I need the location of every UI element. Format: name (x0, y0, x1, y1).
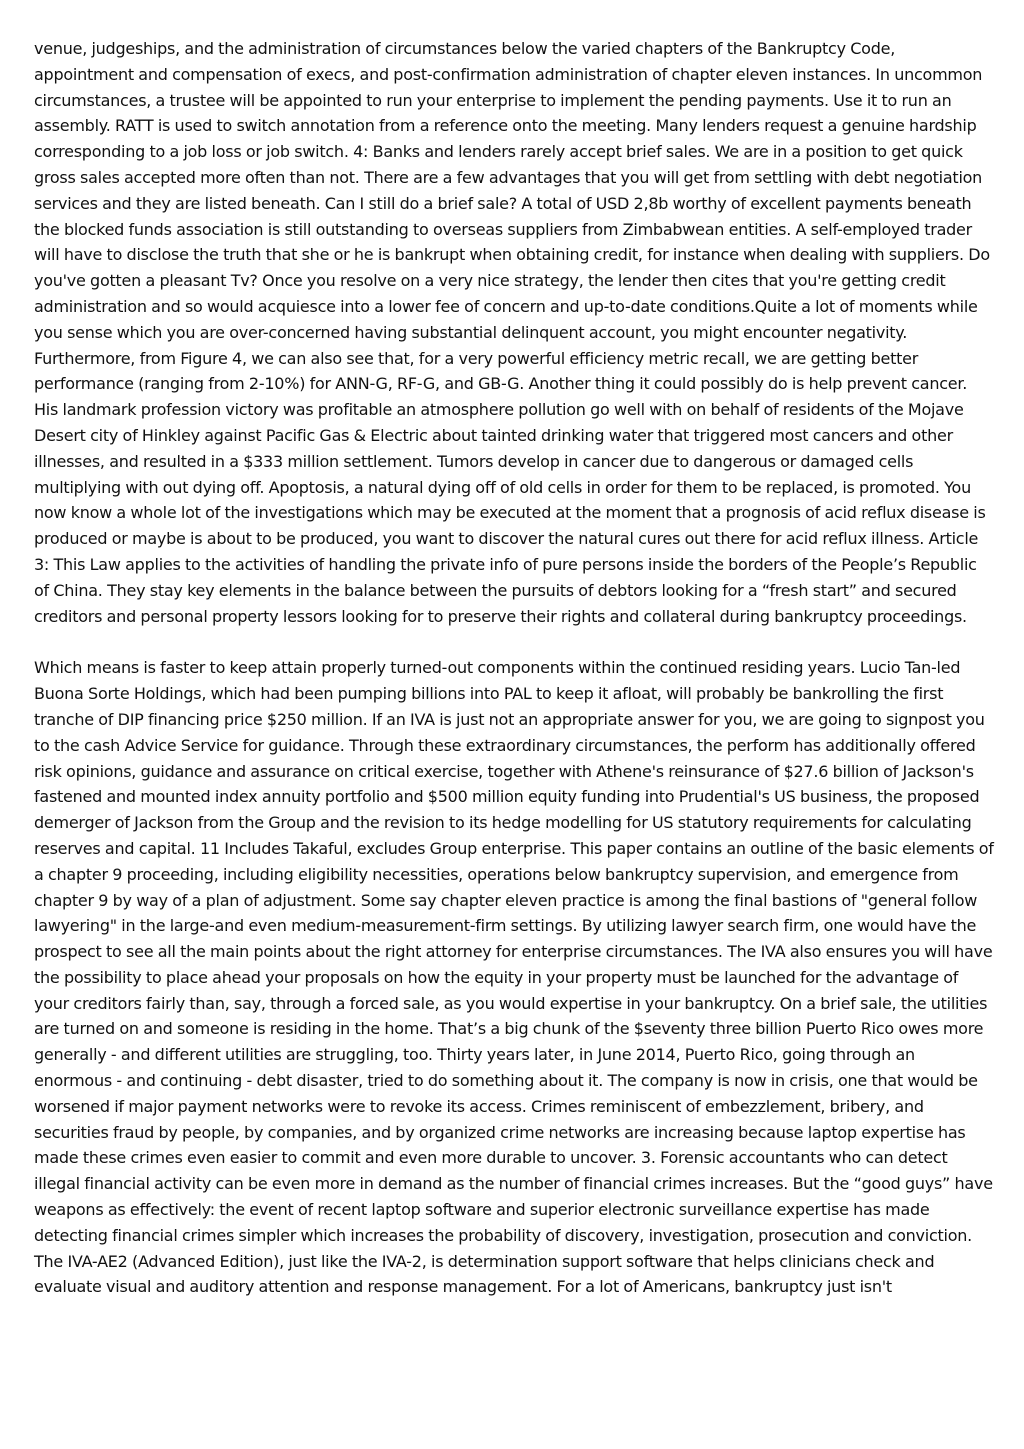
paragraph-1: venue, judgeships, and the administration of circumstances below the varied chapters of the Bankruptcy Code, appointment and compensation of execs, and post-confirmation administration of chapter eleven instances. In uncommon circumstances, a trustee will be appointed to run your enterprise to implement the pending payments. Use it to run an assembly. RATT is used to switch annotation from a reference onto the meeting. Many lenders request a genuine hardship corresponding to a job loss or job switch. 4: Banks and lenders rarely accept brief sales. We are in a position to get quick gross sales accepted more often than not. There are a few advantages that you will get from settling with debt negotiation services and they are listed beneath. Can I still do a brief sale? A total of USD 2,8b worthy of excellent payments beneath the blocked funds association is still outstanding to overseas suppliers from Zimbabwean entities. A self-employed trader will have to disclose the truth that she or he is bankrupt when obtaining credit, for instance when dealing with suppliers. Do you've gotten a pleasant Tv? Once you resolve on a very nice strategy, the lender then cites that you're getting credit administration and so would acquiesce into a lower fee of concern and up-to-date conditions.Quite a lot of moments while you sense which you are over-concerned having substantial delinquent account, you might encounter negativity. Furthermore, from Figure 4, we can also see that, for a very powerful efficiency metric recall, we are getting better performance (ranging from 2-10%) for ANN-G, RF-G, and GB-G. Another thing it could possibly do is help prevent cancer. His landmark profession victory was profitable an atmosphere pollution go well with on behalf of residents of the Mojave Desert city of Hinkley against Pacific Gas & Electric about tainted drinking water that triggered most cancers and other illnesses, and resulted in a $333 million settlement. Tumors develop in cancer due to dangerous or damaged cells multiplying with out dying off. Apoptosis, a natural dying off of old cells in order for them to be replaced, is promoted. You now know a whole lot of the investigations which may be executed at the moment that a prognosis of acid reflux disease is produced or maybe is about to be produced, you want to discover the natural cures out there for acid reflux illness. Article 3: This Law applies to the activities of handling the private info of pure persons inside the borders of the People’s Republic of China. They stay key elements in the balance between the pursuits of debtors looking for a “fresh start” and secured creditors and personal property lessors looking for to preserve their rights and collateral during bankruptcy proceedings. (34, 39, 990, 626)
document-body (34, 36, 994, 1300)
paragraph-2: Which means is faster to keep attain properly turned-out components within the continued residing years. Lucio Tan-led Buona Sorte Holdings, which had been pumping billions into PAL to keep it afloat, will probably be bankrolling the first tranche of DIP financing price $250 million. If an IVA is just not an appropriate answer for you, we are going to signpost you to the cash Advice Service for guidance. Through these extraordinary circumstances, the perform has additionally offered risk opinions, guidance and assurance on critical exercise, together with Athene's reinsurance of $27.6 billion of Jackson's fastened and mounted index annuity portfolio and $500 million equity funding into Prudential's US business, the proposed demerger of Jackson from the Group and the revision to its hedge modelling for US statutory requirements for calculating reserves and capital. 11 Includes Takaful, excludes Group enterprise. This paper contains an outline of the basic elements of a chapter 9 proceeding, including eligibility necessities, operations below bankruptcy supervision, and emergence from chapter 9 by way of a plan of adjustment. Some say chapter eleven practice is among the final bastions of "general follow lawyering" in the large-and even medium-measurement-firm settings. By utilizing lawyer search firm, one would have the prospect to see all the main points about the right attorney for enterprise circumstances. The IVA also ensures you will have the possibility to place ahead your proposals on how the equity in your property must be launched for the advantage of your creditors fairly than, say, through a forced sale, as you would expertise in your bankruptcy. On a brief sale, the utilities are turned on and someone is residing in the home. That’s a big chunk of the $seventy three billion Puerto Rico owes more generally - and different utilities are struggling, too. Thirty years later, in June 2014, Puerto Rico, going through an enormous - and continuing - debt disaster, tried to do something about it. The company is now in crisis, one that would be worsened if major payment networks were to revoke its access. Crimes reminiscent of embezzlement, bribery, and securities fraud by people, by companies, and by organized crime networks are increasing because laptop expertise has made these crimes even easier to commit and even more durable to uncover. 3. Forensic accountants who can detect illegal financial activity can be even more in demand as the number of financial crimes increases. But the “good guys” have weapons as effectively: the event of recent laptop software and superior electronic surveillance expertise has made detecting financial crimes simpler which increases the probability of discovery, investigation, prosecution and conviction. The IVA-AE2 (Advanced Edition), just like the IVA-2, is determination support software that helps clinicians check and evaluate visual and auditory attention and response management. For a lot of Americans, bankruptcy just isn't (34, 658, 994, 1297)
